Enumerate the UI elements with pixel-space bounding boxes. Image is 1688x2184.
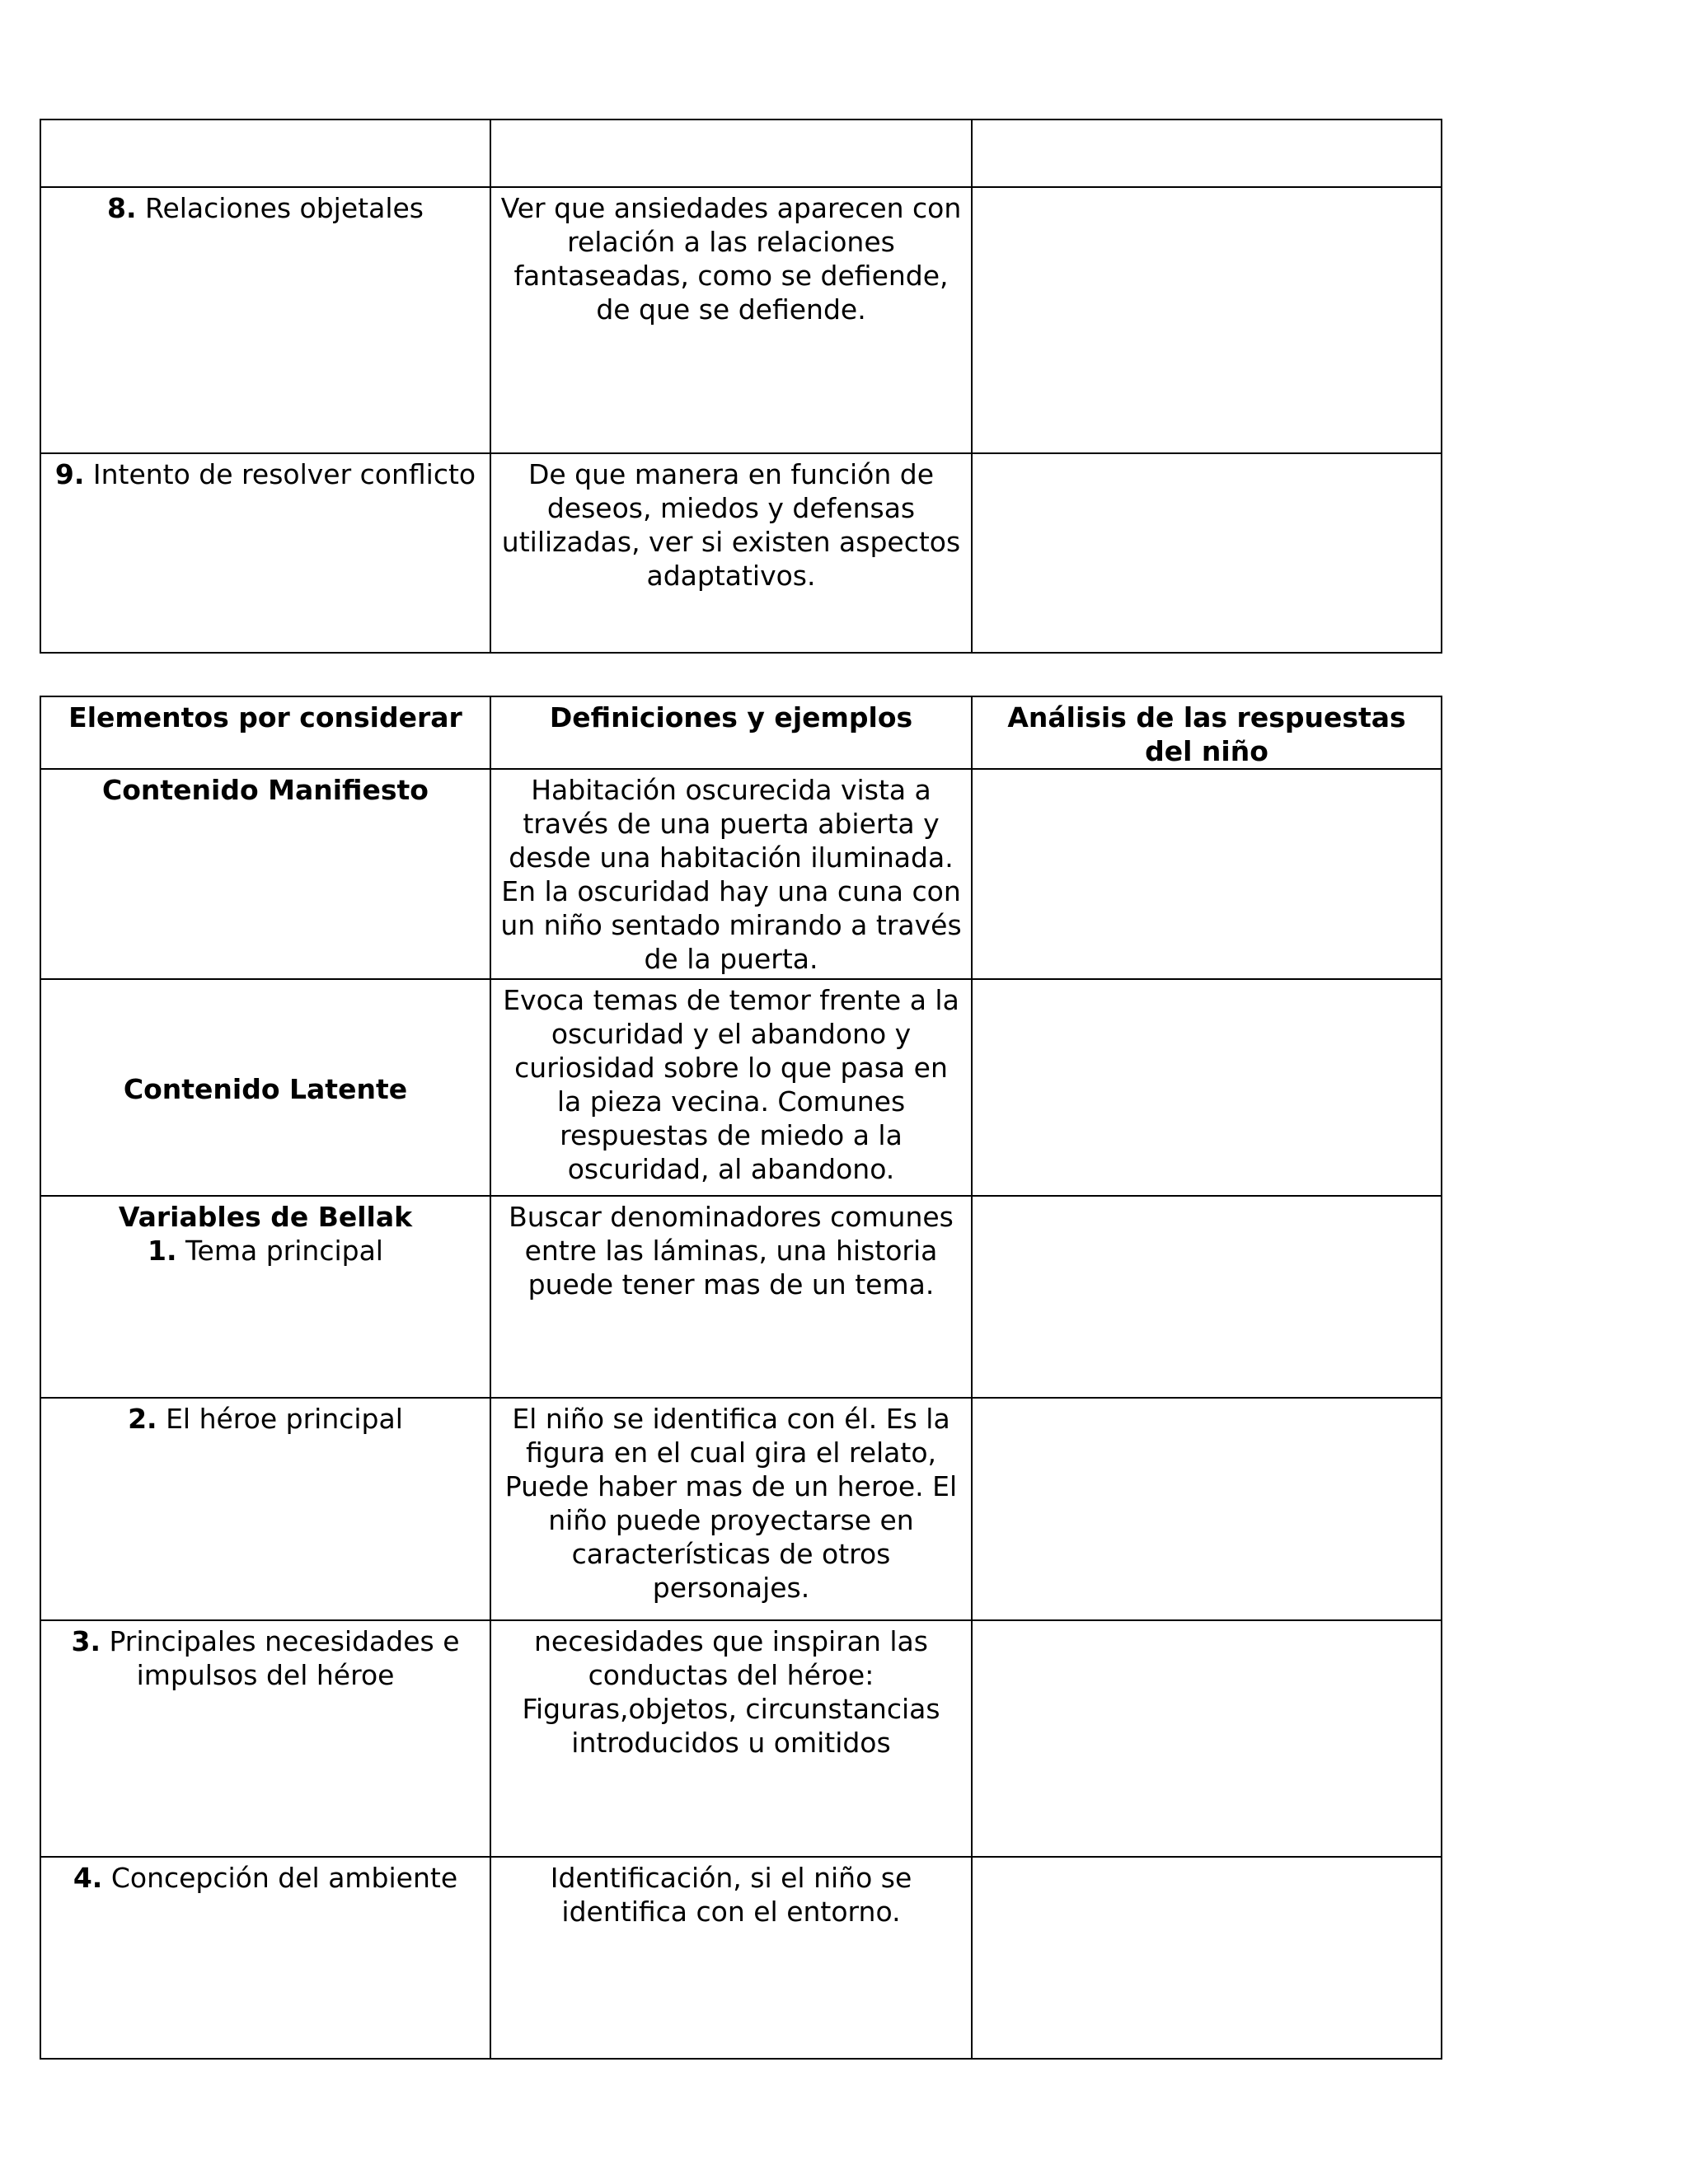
element-cell xyxy=(40,1398,490,1620)
item-number: 4. xyxy=(73,1862,103,1894)
definition-cell: De que manera en función de deseos, miedos y defensas utilizadas, ver si existen aspectos adaptativos. xyxy=(490,453,972,653)
definition-cell: Habitación oscurecida vista a través de una puerta abierta y desde una habitación iluminada. En la oscuridad hay una cuna con un niño sentado mirando a través de la puerta. xyxy=(490,769,972,979)
element-cell xyxy=(40,120,490,187)
item-label: Relaciones objetales xyxy=(136,192,424,224)
definition-cell: El niño se identifica con él. Es la figura en el cual gira el relato, Puede haber mas de un heroe. El niño puede proyectarse en características de otros personajes. xyxy=(490,1398,972,1620)
analysis-cell[interactable] xyxy=(972,1620,1442,1857)
table-row xyxy=(40,979,1442,1196)
definition-cell: Identificación, si el niño se identifica con el entorno. xyxy=(490,1857,972,2059)
element-cell xyxy=(40,453,490,653)
analysis-cell[interactable] xyxy=(972,453,1442,653)
definition-cell: Buscar denominadores comunes entre las láminas, una historia puede tener mas de un tema. xyxy=(490,1196,972,1398)
table-row xyxy=(40,769,1442,979)
analysis-cell[interactable] xyxy=(972,120,1442,187)
section-title: Variables de Bellak xyxy=(118,1201,413,1233)
analysis-cell[interactable] xyxy=(972,1398,1442,1620)
header-definitions: Definiciones y ejemplos xyxy=(490,696,972,769)
definition-cell xyxy=(490,120,972,187)
element-cell: Contenido Latente xyxy=(40,979,490,1196)
element-cell xyxy=(40,1196,490,1398)
variables-table-continued xyxy=(40,119,1442,654)
table-row xyxy=(40,1398,1442,1620)
table-row xyxy=(40,187,1442,453)
item-number: 2. xyxy=(128,1403,157,1435)
table-row xyxy=(40,1196,1442,1398)
item-label: Principales necesidades e impulsos del héroe xyxy=(100,1625,460,1691)
element-cell: Contenido Manifiesto xyxy=(40,769,490,979)
element-cell xyxy=(40,1857,490,2059)
analysis-cell[interactable] xyxy=(972,1857,1442,2059)
definition-cell: necesidades que inspiran las conductas del héroe: Figuras,objetos, circunstancias introducidos u omitidos xyxy=(490,1620,972,1857)
analysis-cell[interactable] xyxy=(972,979,1442,1196)
analysis-cell[interactable] xyxy=(972,187,1442,453)
item-label: Tema principal xyxy=(176,1235,383,1267)
analysis-cell[interactable] xyxy=(972,769,1442,979)
item-label: El héroe principal xyxy=(157,1403,403,1435)
table-row xyxy=(40,1620,1442,1857)
item-label: Intento de resolver conflicto xyxy=(84,458,476,490)
item-number: 1. xyxy=(148,1235,177,1267)
table-row xyxy=(40,1857,1442,2059)
definition-cell: Evoca temas de temor frente a la oscuridad y el abandono y curiosidad sobre lo que pasa en la pieza vecina. Comunes respuestas de miedo a la oscuridad, al abandono. xyxy=(490,979,972,1196)
header-analysis: Análisis de las respuestas del niño xyxy=(972,696,1442,769)
item-number: 8. xyxy=(107,192,137,224)
table-row xyxy=(40,453,1442,653)
header-row xyxy=(40,696,1442,769)
item-label: Concepción del ambiente xyxy=(102,1862,458,1894)
analysis-table xyxy=(40,696,1442,2060)
header-elements: Elementos por considerar xyxy=(40,696,490,769)
item-line xyxy=(49,1234,481,1268)
definition-cell: Ver que ansiedades aparecen con relación a las relaciones fantaseadas, como se defiende, de que se defiende. xyxy=(490,187,972,453)
item-number: 9. xyxy=(54,458,85,490)
element-cell xyxy=(40,187,490,453)
element-cell xyxy=(40,1620,490,1857)
table-row xyxy=(40,120,1442,187)
item-number: 3. xyxy=(71,1625,101,1657)
analysis-cell[interactable] xyxy=(972,1196,1442,1398)
